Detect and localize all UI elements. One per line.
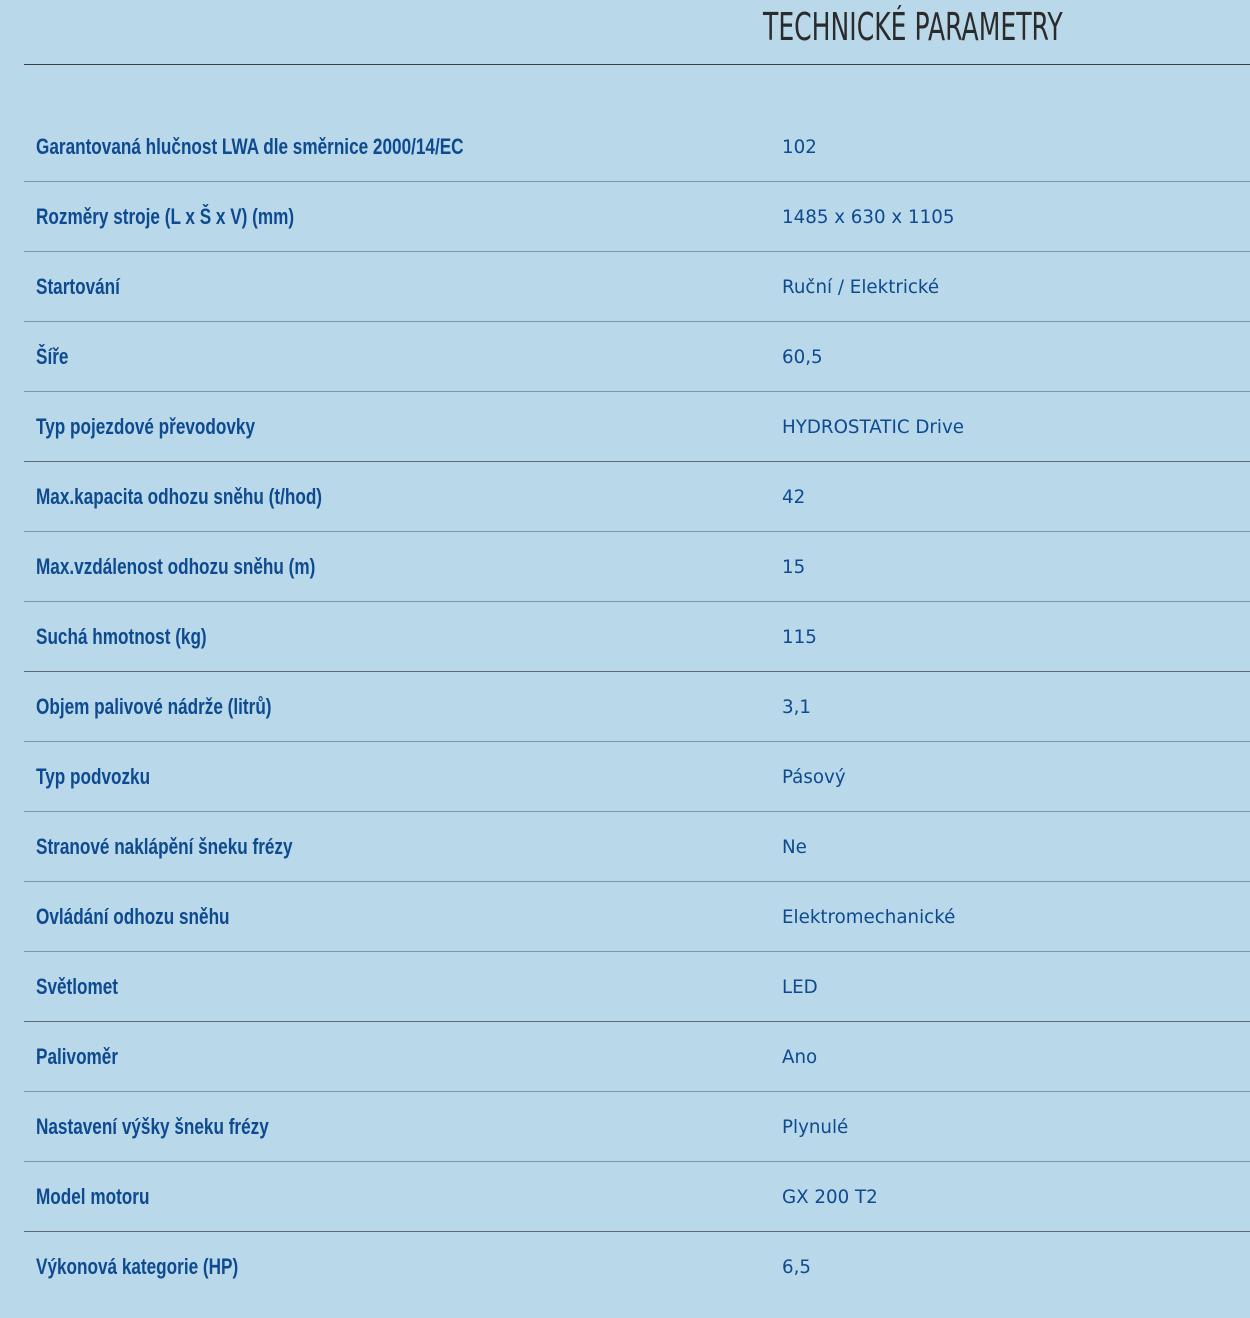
spec-label: Nastavení výšky šneku frézy bbox=[36, 1114, 269, 1139]
spec-row bbox=[24, 252, 1250, 322]
spec-value: GX 200 T2 bbox=[782, 1186, 878, 1208]
spec-label: Model motoru bbox=[36, 1184, 150, 1209]
header bbox=[24, 0, 1250, 65]
spec-label: Max.vzdálenost odhozu sněhu (m) bbox=[36, 554, 316, 579]
spec-row bbox=[24, 1162, 1250, 1232]
spec-table bbox=[24, 112, 1250, 1302]
spec-label: Šíře bbox=[36, 344, 69, 369]
spec-value: LED bbox=[782, 976, 818, 998]
spec-row bbox=[24, 462, 1250, 532]
spec-label: Výkonová kategorie (HP) bbox=[36, 1254, 239, 1279]
spec-value: 15 bbox=[782, 556, 806, 578]
spec-label: Palivoměr bbox=[36, 1044, 119, 1069]
spec-value: 42 bbox=[782, 486, 806, 508]
spec-value: 115 bbox=[782, 626, 817, 648]
spec-row bbox=[24, 602, 1250, 672]
spec-value: 60,5 bbox=[782, 346, 823, 368]
spec-value: Ruční / Elektrické bbox=[782, 276, 940, 298]
spec-value: 1485 x 630 x 1105 bbox=[782, 206, 955, 228]
spec-row bbox=[24, 812, 1250, 882]
spec-row bbox=[24, 742, 1250, 812]
spec-row bbox=[24, 392, 1250, 462]
spec-label: Suchá hmotnost (kg) bbox=[36, 624, 207, 649]
spec-label: Garantovaná hlučnost LWA dle směrnice 2000/14/EC bbox=[36, 134, 464, 159]
spec-label: Typ podvozku bbox=[36, 764, 151, 789]
spec-value: 6,5 bbox=[782, 1256, 812, 1278]
spec-value: Plynulé bbox=[782, 1116, 849, 1138]
spec-row bbox=[24, 112, 1250, 182]
spec-value: 102 bbox=[782, 136, 817, 158]
spec-row bbox=[24, 952, 1250, 1022]
spec-label: Stranové naklápění šneku frézy bbox=[36, 834, 293, 859]
spec-value: Ne bbox=[782, 836, 807, 858]
spec-label: Max.kapacita odhozu sněhu (t/hod) bbox=[36, 484, 323, 509]
spec-row bbox=[24, 1092, 1250, 1162]
spec-value: Pásový bbox=[782, 766, 846, 788]
spec-value: HYDROSTATIC Drive bbox=[782, 416, 964, 438]
spec-row bbox=[24, 882, 1250, 952]
spec-label: Objem palivové nádrže (litrů) bbox=[36, 694, 272, 719]
spec-row bbox=[24, 1232, 1250, 1302]
spec-label: Světlomet bbox=[36, 974, 119, 999]
page-title: TECHNICKÉ PARAMETRY bbox=[763, 5, 1063, 49]
spec-label: Startování bbox=[36, 274, 120, 299]
spec-row bbox=[24, 182, 1250, 252]
spec-label: Typ pojezdové převodovky bbox=[36, 414, 256, 439]
spec-row bbox=[24, 672, 1250, 742]
spec-value: Elektromechanické bbox=[782, 906, 956, 928]
spec-value: Ano bbox=[782, 1046, 818, 1068]
spec-row bbox=[24, 322, 1250, 392]
spec-value: 3,1 bbox=[782, 696, 812, 718]
spec-label: Ovládání odhozu sněhu bbox=[36, 904, 230, 929]
spec-row bbox=[24, 532, 1250, 602]
spec-row bbox=[24, 1022, 1250, 1092]
spec-label: Rozměry stroje (L x Š x V) (mm) bbox=[36, 204, 295, 229]
